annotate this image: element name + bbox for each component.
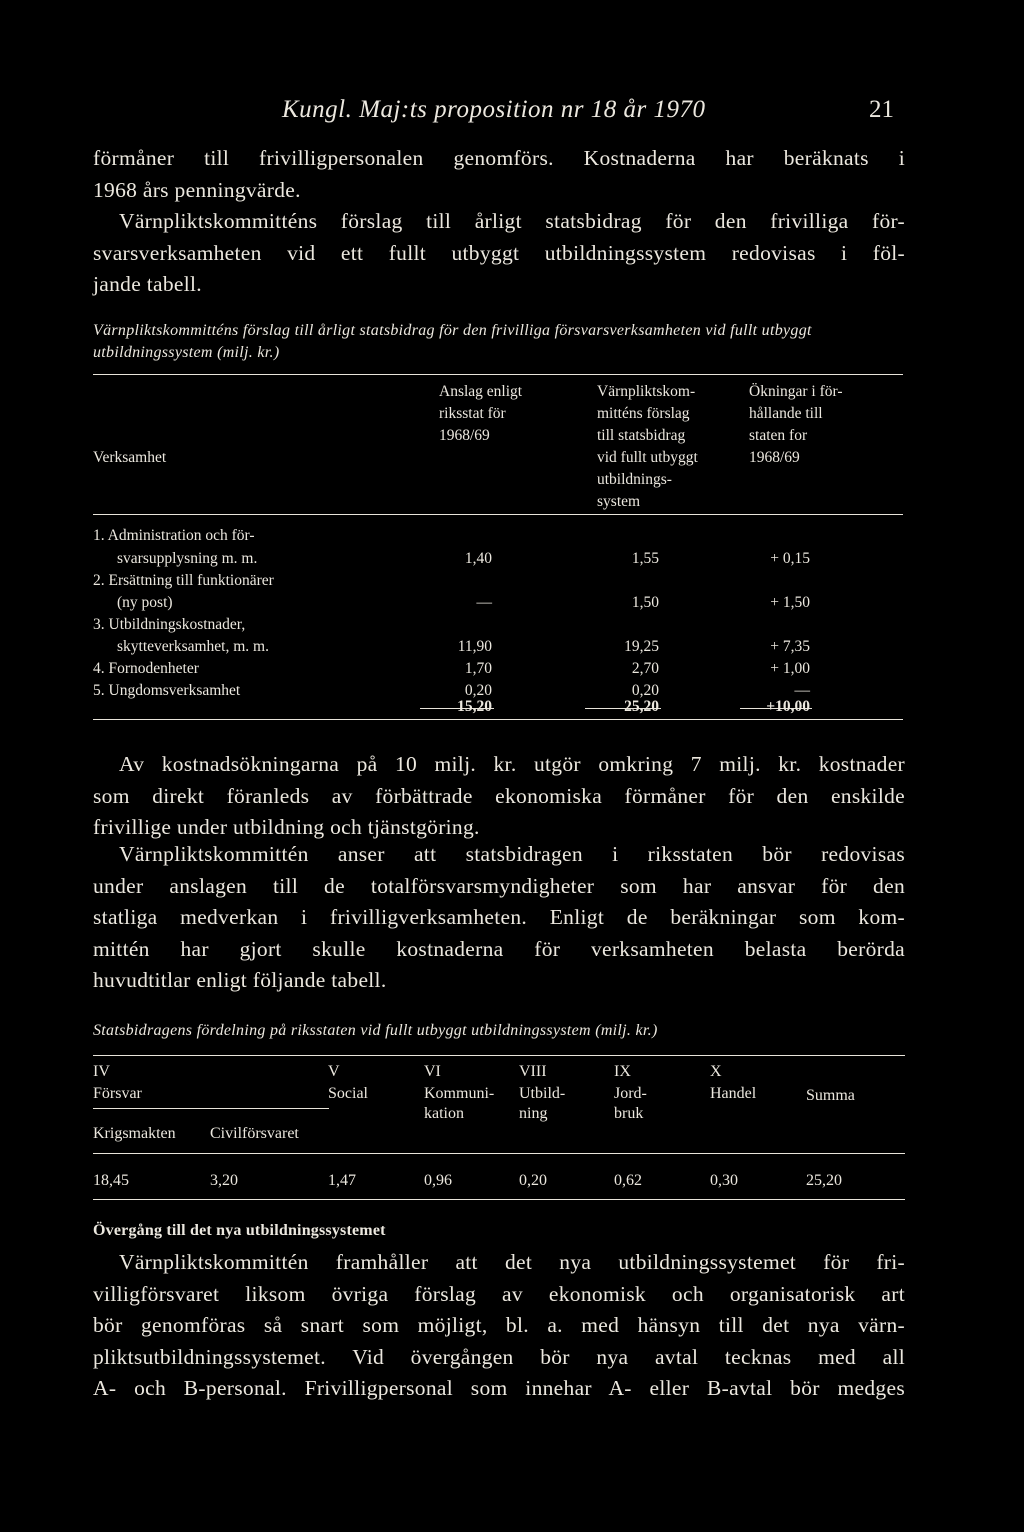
text-line: förmåner till frivilligpersonalen genomförs. Kostnaderna har beräknats i [93,146,905,170]
text-line: Värnpliktskommittén anser att statsbidragen i riksstaten bör redovisas [119,842,905,866]
cell-okning: — [794,682,810,699]
table-rule [93,1055,905,1056]
col-iv-sub-civilforsvaret: Civilförsvaret [210,1125,299,1142]
value-handel: 0,30 [710,1172,738,1189]
header-forslag-line: mitténs förslag [597,405,690,422]
text-line: statliga medverkan i frivilligverksamheten. Enligt de beräkningar som kom- [93,905,905,929]
value-social: 1,47 [328,1172,356,1189]
text-line: Värnpliktskommitténs förslag till årligt statsbidrag för den frivilliga för- [119,209,905,233]
cell-forslag: 2,70 [631,660,659,677]
text-line: villigförsvaret liksom övriga förslag av ekonomisk och organisatorisk art [93,1281,905,1306]
total-anslag: 15,20 [457,698,492,715]
table-1-caption: Värnpliktskommitténs förslag till årligt statsbidrag för den frivilliga försvarsverksamheten vid fullt utbyggt utbildningssystem (milj. kr.) [93,322,812,361]
header-verksamhet: Verksamhet [93,449,167,466]
header-anslag-line: riksstat för [439,405,506,422]
table-rule [93,374,903,375]
value-krigsmakten: 18,45 [93,1172,129,1189]
running-header-title: Kungl. Maj:ts proposition nr 18 år 1970 [282,96,706,123]
header-okningar-line: Ökningar i för- [749,383,843,400]
section-heading: Övergång till det nya utbildningssystemet [93,1222,386,1239]
cell-anslag: 1,40 [464,550,492,567]
cell-anslag: — [476,594,492,611]
col-vi-numeral: VI [424,1063,441,1080]
text-line: huvudtitlar enligt följande tabell. [93,968,387,992]
text-line: under anslagen till de totalförsvarsmyndigheter som har ansvar för den [93,873,905,898]
total-okning: +10,00 [766,698,810,715]
col-viii-name: ning [519,1105,548,1122]
text-line: Av kostnadsökningarna på 10 milj. kr. utgör omkring 7 milj. kr. kostnader [119,752,905,776]
col-summa-name: Summa [806,1087,855,1104]
row-label: 1. Administration och för- [93,527,255,544]
text-line: Värnpliktskommittén framhåller att det nya utbildningssystemet för fri- [119,1250,905,1274]
header-forslag-line: till statsbidrag [597,427,686,444]
cell-anslag: 0,20 [464,682,492,699]
table-rule [93,1199,905,1200]
text-line: 1968 års penningvärde. [93,177,301,202]
text-line: pliktsutbildningssystemet. Vid övergången bör nya avtal tecknas med all [93,1344,905,1369]
col-x-numeral: X [710,1063,722,1080]
header-forslag-line: utbildnings- [597,471,672,488]
row-label: 5. Ungdomsverksamhet [93,682,241,699]
paragraph-3 [93,749,905,844]
header-forslag-line: vid fullt utbyggt [597,449,698,466]
col-ix-numeral: IX [614,1063,631,1080]
cell-forslag: 19,25 [624,638,659,655]
col-ix-name: bruk [614,1105,644,1122]
text-line: svarsverksamheten vid ett fullt utbyggt utbildningssystem redovisas i föl- [93,240,905,265]
header-okningar-line: 1968/69 [749,449,800,466]
header-forslag-line: system [597,493,641,510]
header-anslag-line: 1968/69 [439,427,490,444]
row-label: svarsupplysning m. m. [117,550,258,567]
col-iv-name: Försvar [93,1085,142,1102]
row-label: 3. Utbildningskostnader, [93,616,246,633]
cell-anslag: 1,70 [464,660,492,677]
cell-okning: + 1,00 [770,660,810,677]
col-v-name: Social [328,1085,368,1102]
text-line: jande tabell. [93,272,202,296]
header-forslag-line: Värnpliktskom- [597,383,696,400]
table-2-caption: Statsbidragens fördelning på riksstaten vid fullt utbyggt utbildningssystem (milj. kr.) [93,1022,658,1039]
col-iv-sub-krigsmakten: Krigsmakten [93,1125,176,1142]
table-rule [93,1153,905,1154]
text-line: mittén har gjort skulle kostnaderna för verksamheten belasta berörda [93,936,905,961]
header-anslag-line: Anslag enligt [439,383,523,400]
cell-forslag: 0,20 [631,682,659,699]
row-label: 4. Fornodenheter [93,660,199,677]
value-kommunikation: 0,96 [424,1172,452,1189]
col-vi-name: kation [424,1105,464,1122]
col-vi-name: Kommuni- [424,1085,495,1102]
table-rule [93,719,903,720]
row-label: skytteverksamhet, m. m. [117,638,269,655]
total-forslag: 25,20 [624,698,659,715]
col-ix-name: Jord- [614,1085,647,1102]
text-line: frivillige under utbildning och tjänstgöring. [93,815,480,839]
page-number: 21 [869,96,894,123]
cell-okning: + 1,50 [770,594,810,611]
col-iv-numeral: IV [93,1063,110,1080]
row-label: 2. Ersättning till funktionärer [93,572,274,589]
value-civilforsvaret: 3,20 [210,1172,238,1189]
cell-okning: + 7,35 [770,638,810,655]
paragraph-5 [93,1247,905,1405]
cell-forslag: 1,55 [631,550,659,567]
text-line: A- och B-personal. Frivilligpersonal som innehar A- eller B-avtal bör medges [93,1376,905,1400]
header-okningar-line: staten for [749,427,808,444]
col-x-name: Handel [710,1085,757,1102]
col-v-numeral: V [328,1063,340,1080]
value-summa: 25,20 [806,1172,842,1189]
cell-okning: + 0,15 [770,550,810,567]
table-rule [93,514,903,515]
paragraph-1 [93,143,905,206]
paragraph-2 [93,206,905,301]
text-line: som direkt föranleds av förbättrade ekonomiska förmåner för den enskilde [93,783,905,808]
cell-anslag: 11,90 [457,638,492,655]
value-utbildning: 0,20 [519,1172,547,1189]
col-iv-subrule [93,1108,329,1109]
header-okningar-line: hållande till [749,405,823,422]
row-label: (ny post) [117,594,173,611]
value-jordbruk: 0,62 [614,1172,642,1189]
col-viii-name: Utbild- [519,1085,566,1102]
cell-forslag: 1,50 [631,594,659,611]
paragraph-4 [93,839,905,997]
text-line: bör genomföras så snart som möjligt, bl. a. med hänsyn till det nya värn- [93,1313,905,1337]
col-viii-numeral: VIII [519,1063,547,1080]
